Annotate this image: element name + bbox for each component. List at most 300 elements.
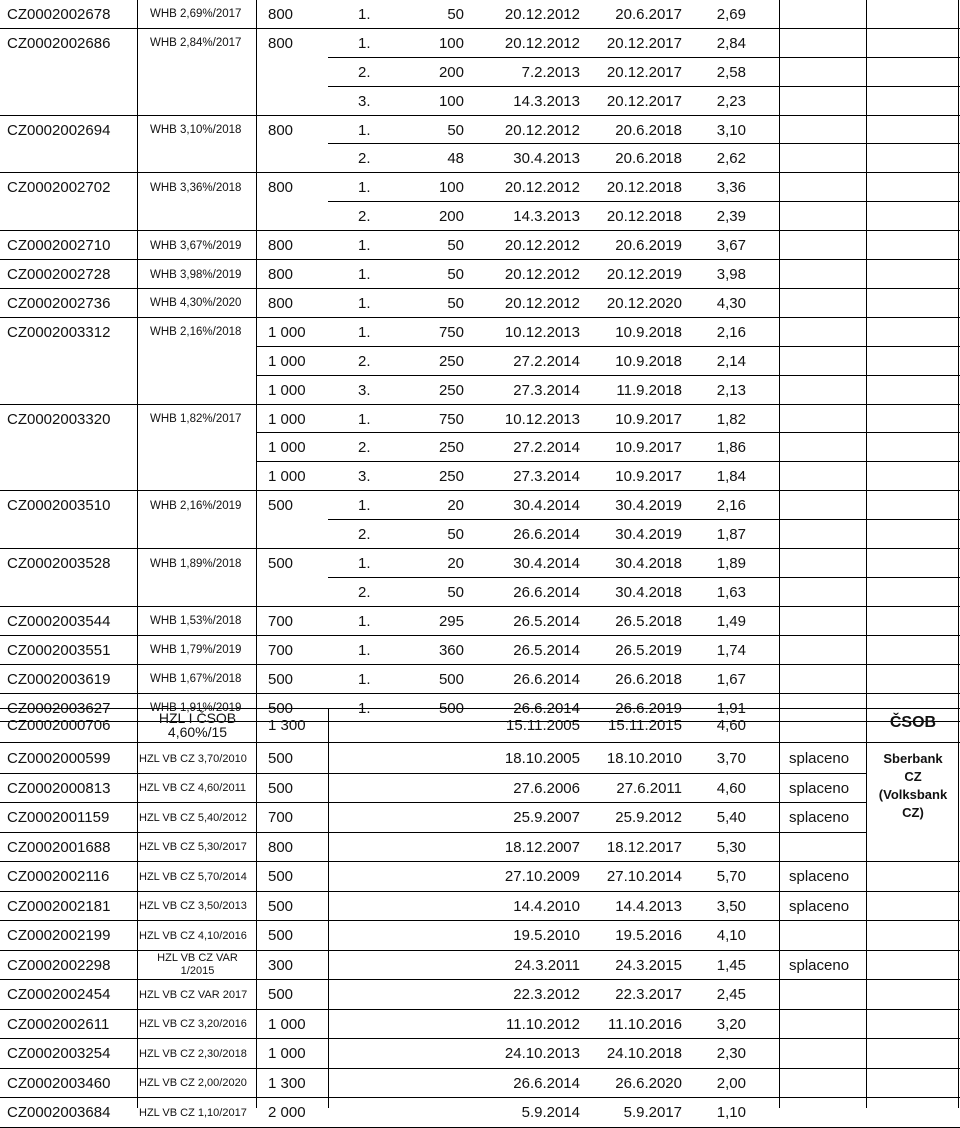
volume-cell: 700: [268, 641, 294, 659]
name-line1: HZL I ČSOB: [158, 710, 237, 726]
table-row: [0, 774, 960, 804]
coupon-cell: 2,00: [716, 1074, 746, 1092]
tranche-cell: 1.: [358, 179, 371, 197]
coupon-cell: 2,16: [716, 497, 746, 515]
table-row: [0, 607, 960, 636]
issue-date-cell: 7.2.2013: [521, 63, 580, 81]
isin-cell: CZ0002003460: [7, 1074, 111, 1092]
issue-date-cell: 14.4.2010: [513, 897, 580, 915]
maturity-date-cell: 30.4.2019: [615, 497, 682, 515]
volume-cell: 1 000: [268, 323, 306, 341]
isin-cell: CZ0002003684: [7, 1104, 111, 1122]
volume-cell: 1 000: [268, 439, 306, 457]
coupon-cell: 1,86: [716, 439, 746, 457]
issue-date-cell: 10.12.2013: [504, 410, 580, 428]
coupon-cell: 2,23: [716, 92, 746, 110]
maturity-date-cell: 20.12.2017: [606, 63, 682, 81]
maturity-date-cell: 20.6.2018: [615, 121, 682, 139]
volume-cell: 500: [268, 670, 294, 688]
tranche-cell: 3.: [358, 92, 371, 110]
issue-date-cell: 24.10.2013: [504, 1045, 580, 1063]
coupon-cell: 1,10: [716, 1104, 746, 1122]
issue-date-cell: 27.6.2006: [513, 779, 580, 797]
name-line2: 1/2015: [180, 965, 215, 978]
issue-date-cell: 10.12.2013: [504, 323, 580, 341]
volume-cell: 500: [268, 986, 294, 1004]
tranche-cell: 2.: [358, 150, 371, 168]
status-cell: splaceno: [789, 956, 850, 974]
table-row: [0, 951, 960, 981]
issue-date-cell: 26.5.2014: [513, 612, 580, 630]
coupon-cell: 3,50: [716, 897, 746, 915]
table-row: [0, 520, 960, 549]
issue-date-cell: 11.10.2012: [506, 1015, 580, 1033]
maturity-date-cell: 26.6.2020: [615, 1074, 682, 1092]
coupon-cell: 3,67: [716, 237, 746, 255]
name-cell: HZL VB CZ 5,70/2014: [139, 870, 247, 883]
table-row: [0, 318, 960, 347]
issue-date-cell: 26.6.2014: [513, 1074, 580, 1092]
amount-cell: 750: [438, 323, 464, 341]
volume-cell: 1 000: [268, 1015, 306, 1033]
isin-cell: CZ0002002736: [7, 294, 111, 312]
isin-cell: CZ0002003544: [7, 612, 111, 630]
volume-cell: 500: [268, 699, 294, 717]
volume-cell: 500: [268, 779, 294, 797]
isin-cell: CZ0002002116: [7, 868, 110, 886]
volume-cell: 800: [268, 838, 294, 856]
amount-cell: 250: [438, 468, 464, 486]
coupon-cell: 4,60: [716, 779, 746, 797]
maturity-date-cell: 10.9.2017: [615, 439, 682, 457]
table-row: [0, 578, 960, 607]
name-cell: HZL VB CZ 3,70/2010: [139, 752, 247, 765]
isin-cell: CZ0002002298: [7, 956, 111, 974]
table-row: [0, 892, 960, 922]
amount-cell: 250: [438, 439, 464, 457]
name-cell: HZL VB CZ 2,00/2020: [139, 1077, 247, 1090]
coupon-cell: 2,30: [716, 1045, 746, 1063]
table-row: [0, 376, 960, 405]
status-cell: splaceno: [789, 750, 850, 768]
tranche-cell: 3.: [358, 381, 371, 399]
volume-cell: 2 000: [268, 1104, 306, 1122]
issue-date-cell: 27.2.2014: [513, 352, 580, 370]
tranche-cell: 1.: [358, 237, 371, 255]
status-cell: splaceno: [789, 809, 850, 827]
tranche-cell: 1.: [358, 34, 371, 52]
isin-cell: CZ0002003312: [7, 323, 111, 341]
status-cell: splaceno: [789, 779, 850, 797]
table-row: [0, 921, 960, 951]
amount-cell: 500: [438, 699, 464, 717]
name-cell: HZL VB CZ 4,60/2011: [139, 782, 246, 795]
issue-date-cell: 18.10.2005: [504, 750, 580, 768]
issue-date-cell: 30.4.2014: [513, 497, 580, 515]
maturity-date-cell: 26.5.2018: [615, 612, 682, 630]
name-cell: WHB 3,98%/2019: [150, 268, 242, 281]
name-cell: WHB 1,82%/2017: [150, 413, 242, 426]
issue-date-cell: 14.3.2013: [513, 92, 580, 110]
coupon-cell: 2,62: [716, 150, 746, 168]
maturity-date-cell: 27.10.2014: [606, 868, 682, 886]
tranche-cell: 2.: [358, 439, 371, 457]
name-cell: WHB 4,30%/2020: [150, 297, 242, 310]
isin-cell: CZ0002003320: [7, 410, 111, 428]
tranche-cell: 2.: [358, 352, 371, 370]
table-row: [0, 289, 960, 318]
volume-cell: 700: [268, 809, 294, 827]
maturity-date-cell: 5.9.2017: [623, 1104, 682, 1122]
maturity-date-cell: 20.12.2019: [606, 266, 682, 284]
maturity-date-cell: 20.12.2018: [606, 179, 682, 197]
tranche-cell: 2.: [358, 208, 371, 226]
tranche-cell: 1.: [358, 612, 371, 630]
issue-date-cell: 26.6.2014: [513, 583, 580, 601]
maturity-date-cell: 18.12.2017: [606, 838, 682, 856]
coupon-cell: 2,16: [716, 323, 746, 341]
tranche-cell: 1.: [358, 410, 371, 428]
maturity-date-cell: 11.10.2016: [608, 1015, 682, 1033]
amount-cell: 295: [438, 612, 464, 630]
volume-cell: 1 000: [268, 352, 306, 370]
amount-cell: 100: [438, 179, 464, 197]
volume-cell: 800: [268, 179, 294, 197]
issue-date-cell: 22.3.2012: [513, 986, 580, 1004]
volume-cell: 800: [268, 34, 294, 52]
volume-cell: 700: [268, 612, 294, 630]
name-cell: WHB 3,67%/2019: [150, 239, 242, 252]
name-cell: WHB 2,84%/2017: [150, 37, 242, 50]
volume-cell: 800: [268, 5, 294, 23]
isin-cell: CZ0002003551: [7, 641, 111, 659]
amount-cell: 500: [438, 670, 464, 688]
name-cell: WHB 1,53%/2018: [150, 615, 242, 628]
name-cell: HZL VB CZ VAR 2017: [139, 988, 248, 1001]
coupon-cell: 2,14: [716, 352, 746, 370]
table-row: [0, 260, 960, 289]
table-row: [0, 116, 960, 145]
bank-line2: CZ: [904, 769, 922, 784]
issue-date-cell: 20.12.2012: [504, 266, 580, 284]
table-row: [0, 87, 960, 116]
isin-cell: CZ0002003627: [7, 699, 111, 717]
name-cell: [140, 951, 255, 981]
isin-cell: CZ0002002678: [7, 5, 111, 23]
maturity-date-cell: 26.5.2019: [615, 641, 682, 659]
volume-cell: 1 000: [268, 381, 306, 399]
amount-cell: 20: [447, 555, 464, 573]
issue-date-cell: 19.5.2010: [513, 927, 580, 945]
isin-cell: CZ0002003510: [7, 497, 111, 515]
isin-cell: CZ0002000706: [7, 716, 111, 734]
tranche-cell: 1.: [358, 121, 371, 139]
coupon-cell: 2,69: [716, 5, 746, 23]
table-row: [0, 145, 960, 174]
maturity-date-cell: 24.3.2015: [615, 956, 682, 974]
coupon-cell: 5,70: [716, 868, 746, 886]
name-cell: WHB 2,16%/2019: [150, 499, 242, 512]
issue-date-cell: 20.12.2012: [504, 294, 580, 312]
tranche-cell: 1.: [358, 699, 371, 717]
amount-cell: 100: [438, 92, 464, 110]
issue-date-cell: 26.6.2014: [513, 526, 580, 544]
table-row: [0, 231, 960, 260]
name-cell: WHB 1,67%/2018: [150, 673, 242, 686]
maturity-date-cell: 15.11.2015: [608, 716, 682, 734]
maturity-date-cell: 20.12.2017: [606, 34, 682, 52]
name-cell: WHB 1,79%/2019: [150, 644, 242, 657]
maturity-date-cell: 10.9.2017: [615, 468, 682, 486]
table-row: [0, 173, 960, 202]
table-row: [0, 803, 960, 833]
isin-cell: CZ0002003254: [7, 1045, 111, 1063]
maturity-date-cell: 10.9.2018: [615, 352, 682, 370]
table-row: [0, 980, 960, 1010]
bank-line4: CZ): [902, 805, 924, 820]
volume-cell: 500: [268, 497, 294, 515]
isin-cell: CZ0002002702: [7, 179, 111, 197]
amount-cell: 50: [447, 5, 464, 23]
amount-cell: 50: [447, 121, 464, 139]
issue-date-cell: 15.11.2005: [506, 716, 580, 734]
maturity-date-cell: 26.6.2019: [615, 699, 682, 717]
name-cell: WHB 2,16%/2018: [150, 326, 242, 339]
tranche-cell: 1.: [358, 5, 371, 23]
volume-cell: 1 300: [268, 1074, 306, 1092]
bank-label-sberbank: [866, 744, 960, 828]
name-line1: HZL VB CZ VAR: [157, 952, 238, 965]
amount-cell: 250: [438, 381, 464, 399]
volume-cell: 500: [268, 897, 294, 915]
table-row: [0, 58, 960, 87]
table-row: [0, 549, 960, 578]
maturity-date-cell: 25.9.2012: [615, 809, 682, 827]
volume-cell: 500: [268, 555, 294, 573]
isin-cell: CZ0002000599: [7, 750, 111, 768]
table-row: [0, 744, 960, 774]
coupon-cell: 2,39: [716, 208, 746, 226]
table-row: [0, 462, 960, 491]
coupon-cell: 2,58: [716, 63, 746, 81]
issue-date-cell: 27.2.2014: [513, 439, 580, 457]
tranche-cell: 2.: [358, 63, 371, 81]
coupon-cell: 1,87: [716, 526, 746, 544]
coupon-cell: 1,49: [716, 612, 746, 630]
issue-date-cell: 27.10.2009: [504, 868, 580, 886]
amount-cell: 20: [447, 497, 464, 515]
coupon-cell: 2,13: [716, 381, 746, 399]
maturity-date-cell: 20.12.2020: [606, 294, 682, 312]
maturity-date-cell: 30.4.2018: [615, 583, 682, 601]
maturity-date-cell: 30.4.2019: [615, 526, 682, 544]
name-cell: HZL VB CZ 1,10/2017: [139, 1106, 247, 1119]
table-row: [0, 1069, 960, 1099]
maturity-date-cell: 27.6.2011: [616, 779, 682, 797]
table-row: [0, 833, 960, 863]
volume-cell: 500: [268, 750, 294, 768]
amount-cell: 360: [438, 641, 464, 659]
isin-cell: CZ0002002454: [7, 986, 111, 1004]
maturity-date-cell: 26.6.2018: [615, 670, 682, 688]
issue-date-cell: 25.9.2007: [513, 809, 580, 827]
name-cell: HZL VB CZ 5,30/2017: [139, 841, 247, 854]
coupon-cell: 3,70: [716, 750, 746, 768]
isin-cell: CZ0002002181: [7, 897, 111, 915]
issue-date-cell: 30.4.2013: [513, 150, 580, 168]
table-row: [0, 491, 960, 520]
coupon-cell: 1,82: [716, 410, 746, 428]
coupon-cell: 2,84: [716, 34, 746, 52]
issue-date-cell: 20.12.2012: [504, 5, 580, 23]
isin-cell: CZ0002002686: [7, 34, 111, 52]
maturity-date-cell: 10.9.2018: [615, 323, 682, 341]
coupon-cell: 2,45: [716, 986, 746, 1004]
coupon-cell: 4,60: [716, 716, 746, 734]
maturity-date-cell: 11.9.2018: [616, 381, 682, 399]
isin-cell: CZ0002001688: [7, 838, 111, 856]
maturity-date-cell: 19.5.2016: [615, 927, 682, 945]
coupon-cell: 1,63: [716, 583, 746, 601]
tranche-cell: 1.: [358, 266, 371, 284]
volume-cell: 1 000: [268, 468, 306, 486]
issue-date-cell: 20.12.2012: [504, 34, 580, 52]
coupon-cell: 3,36: [716, 179, 746, 197]
coupon-cell: 1,45: [716, 956, 746, 974]
issue-date-cell: 24.3.2011: [514, 956, 580, 974]
issue-date-cell: 5.9.2014: [521, 1104, 580, 1122]
bank-line1: Sberbank: [883, 751, 943, 766]
maturity-date-cell: 20.12.2018: [606, 208, 682, 226]
isin-cell: CZ0002002710: [7, 237, 111, 255]
tranche-cell: 1.: [358, 555, 371, 573]
tranche-cell: 1.: [358, 670, 371, 688]
issue-date-cell: 27.3.2014: [513, 468, 580, 486]
maturity-date-cell: 30.4.2018: [615, 555, 682, 573]
volume-cell: 800: [268, 237, 294, 255]
table-row: [0, 0, 960, 29]
amount-cell: 50: [447, 266, 464, 284]
coupon-cell: 1,91: [716, 699, 746, 717]
isin-cell: CZ0002002728: [7, 266, 111, 284]
name-cell: WHB 1,91%/2019: [150, 702, 242, 715]
name-cell: HZL VB CZ 3,20/2016: [139, 1018, 247, 1031]
amount-cell: 50: [447, 526, 464, 544]
tranche-cell: 1.: [358, 323, 371, 341]
table-row: [0, 434, 960, 463]
tranche-cell: 1.: [358, 497, 371, 515]
maturity-date-cell: 20.6.2019: [615, 237, 682, 255]
name-cell: HZL VB CZ 5,40/2012: [139, 811, 247, 824]
table-row: [0, 1039, 960, 1069]
table-row: [0, 1098, 960, 1128]
coupon-cell: 3,20: [716, 1015, 746, 1033]
amount-cell: 50: [447, 583, 464, 601]
volume-cell: 1 000: [268, 1045, 306, 1063]
name-cell: HZL VB CZ 3,50/2013: [139, 900, 247, 913]
status-cell: splaceno: [789, 868, 850, 886]
bank-label-csob: ČSOB: [889, 713, 937, 731]
volume-cell: 500: [268, 868, 294, 886]
maturity-date-cell: 18.10.2010: [606, 750, 682, 768]
name-line2: 4,60%/15: [167, 724, 228, 740]
name-cell: WHB 3,36%/2018: [150, 181, 242, 194]
name-cell: HZL VB CZ 4,10/2016: [139, 929, 247, 942]
table-row: [0, 405, 960, 434]
isin-cell: CZ0002000813: [7, 779, 111, 797]
coupon-cell: 4,30: [716, 294, 746, 312]
tranche-cell: 1.: [358, 641, 371, 659]
issue-date-cell: 14.3.2013: [513, 208, 580, 226]
maturity-date-cell: 20.12.2017: [606, 92, 682, 110]
isin-cell: CZ0002002199: [7, 927, 111, 945]
coupon-cell: 1,89: [716, 555, 746, 573]
name-cell: WHB 2,69%/2017: [150, 8, 242, 21]
amount-cell: 48: [447, 150, 464, 168]
amount-cell: 100: [438, 34, 464, 52]
status-cell: splaceno: [789, 897, 850, 915]
amount-cell: 200: [438, 208, 464, 226]
table-row-csob: [0, 708, 960, 743]
name-cell: WHB 3,10%/2018: [150, 124, 242, 137]
issue-date-cell: 18.12.2007: [504, 838, 580, 856]
tranche-cell: 2.: [358, 583, 371, 601]
amount-cell: 750: [438, 410, 464, 428]
tranche-cell: 1.: [358, 294, 371, 312]
amount-cell: 200: [438, 63, 464, 81]
coupon-cell: 4,10: [716, 927, 746, 945]
coupon-cell: 5,30: [716, 838, 746, 856]
amount-cell: 50: [447, 294, 464, 312]
table-row: [0, 347, 960, 376]
table-row: [0, 862, 960, 892]
isin-cell: CZ0002003528: [7, 555, 111, 573]
issue-date-cell: 20.12.2012: [504, 121, 580, 139]
coupon-cell: 5,40: [716, 809, 746, 827]
table-row: [0, 1010, 960, 1040]
issue-date-cell: 26.6.2014: [513, 670, 580, 688]
issue-date-cell: 20.12.2012: [504, 237, 580, 255]
coupon-cell: 1,67: [716, 670, 746, 688]
tranche-cell: 3.: [358, 468, 371, 486]
name-cell: [140, 708, 255, 742]
issue-date-cell: 26.6.2014: [513, 699, 580, 717]
isin-cell: CZ0002003619: [7, 670, 111, 688]
maturity-date-cell: 20.6.2018: [615, 150, 682, 168]
issue-date-cell: 20.12.2012: [504, 179, 580, 197]
maturity-date-cell: 10.9.2017: [615, 410, 682, 428]
maturity-date-cell: 24.10.2018: [606, 1045, 682, 1063]
volume-cell: 1 300: [268, 716, 306, 734]
issue-date-cell: 30.4.2014: [513, 555, 580, 573]
volume-cell: 800: [268, 294, 294, 312]
table-row: [0, 29, 960, 58]
tranche-cell: 2.: [358, 526, 371, 544]
bank-line3: (Volksbank: [878, 787, 948, 802]
name-cell: WHB 1,89%/2018: [150, 557, 242, 570]
table-row: [0, 665, 960, 694]
volume-cell: 1 000: [268, 410, 306, 428]
coupon-cell: 1,74: [716, 641, 746, 659]
isin-cell: CZ0002002611: [7, 1015, 110, 1033]
coupon-cell: 1,84: [716, 468, 746, 486]
amount-cell: 250: [438, 352, 464, 370]
volume-cell: 500: [268, 927, 294, 945]
maturity-date-cell: 22.3.2017: [615, 986, 682, 1004]
table-row: [0, 636, 960, 665]
volume-cell: 300: [268, 956, 294, 974]
isin-cell: CZ0002002694: [7, 121, 111, 139]
